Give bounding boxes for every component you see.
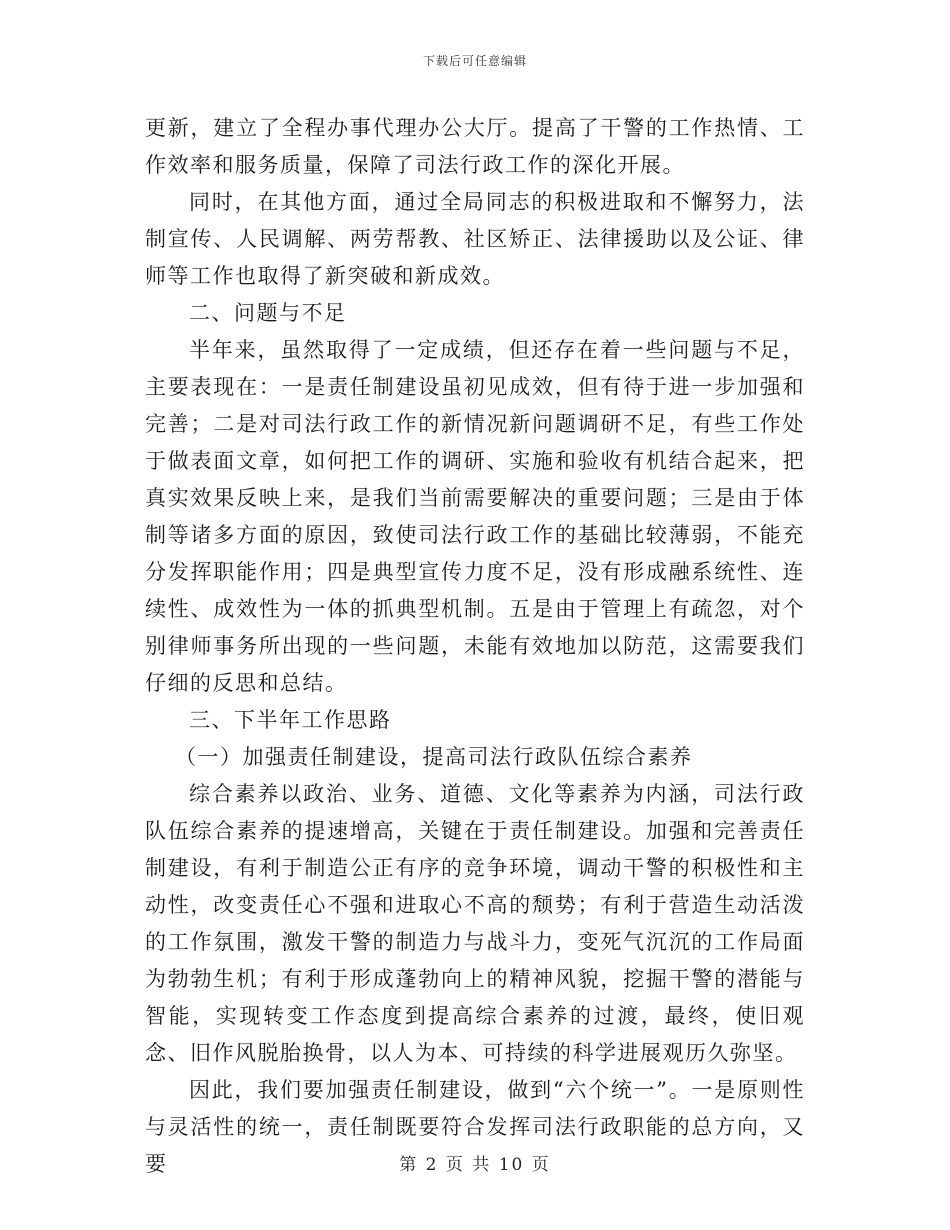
section-heading-problems: 二、问题与不足 [189,301,347,325]
page-header: 下载后可任意编辑 [422,54,527,68]
paragraph-other-aspects: 同时，在其他方面，通过全局同志的积极进取和不懈努力，法制宣传、人民调解、两劳帮教、社区矫正、法律援助以及公证、律师等工作也取得了新突破和新成效。 [145,190,805,288]
section-heading-plans: 三、下半年工作思路 [189,708,392,732]
page-number: 第 2 页 共 10 页 [399,1155,551,1175]
paragraph-continued: 更新，建立了全程办事代理办公大厅。提高了干警的工作热情、工作效率和服务质量，保障了司法行政工作的深化开展。 [145,116,805,177]
paragraph-problems: 半年来，虽然取得了一定成绩，但还存在着一些问题与不足，主要表现在：一是责任制建设虽初见成效，但有待于进一步加强和完善；二是对司法行政工作的新情况新问题调研不足，有些工作处于做表面文章，如何把工作的调研、实施和验收有机结合起来，把真实效果反映上来，是我们当前需要解决的重要问题；三是由于体制等诸多方面的原因，致使司法行政工作的基础比较薄弱，不能充分发挥职能作用；四是典型宣传力度不足，没有形成融系统性、连续性、成效性为一体的抓典型机制。五是由于管理上有疏忽，对个别律师事务所出现的一些问题，未能有效地加以防范，这需要我们仔细的反思和总结。 [145,338,805,695]
paragraph-six-unifications: 因此，我们要加强责任制建设，做到“六个统一”。一是原则性与灵活性的统一，责任制既要符合发挥司法行政职能的总方向，又要 [145,1078,805,1176]
document-body [145,110,805,1183]
paragraph-comprehensive-quality: 综合素养以政治、业务、道德、文化等素养为内涵，司法行政队伍综合素养的提速增高，关键在于责任制建设。加强和完善责任制建设，有利于制造公正有序的竞争环境，调动干警的积极性和主动性，改变责任心不强和进取心不高的颓势；有利于营造生动活泼的工作氛围，激发干警的制造力与战斗力，变死气沉沉的工作局面为勃勃生机；有利于形成蓬勃向上的精神风貌，挖掘干警的潜能与智能，实现转变工作态度到提高综合素养的过渡，最终，使旧观念、旧作风脱胎换骨，以人为本、可持续的科学进展观历久弥坚。 [145,782,805,1065]
subsection-heading-responsibility: （一）加强责任制建设，提高司法行政队伍综合素养 [175,745,693,769]
